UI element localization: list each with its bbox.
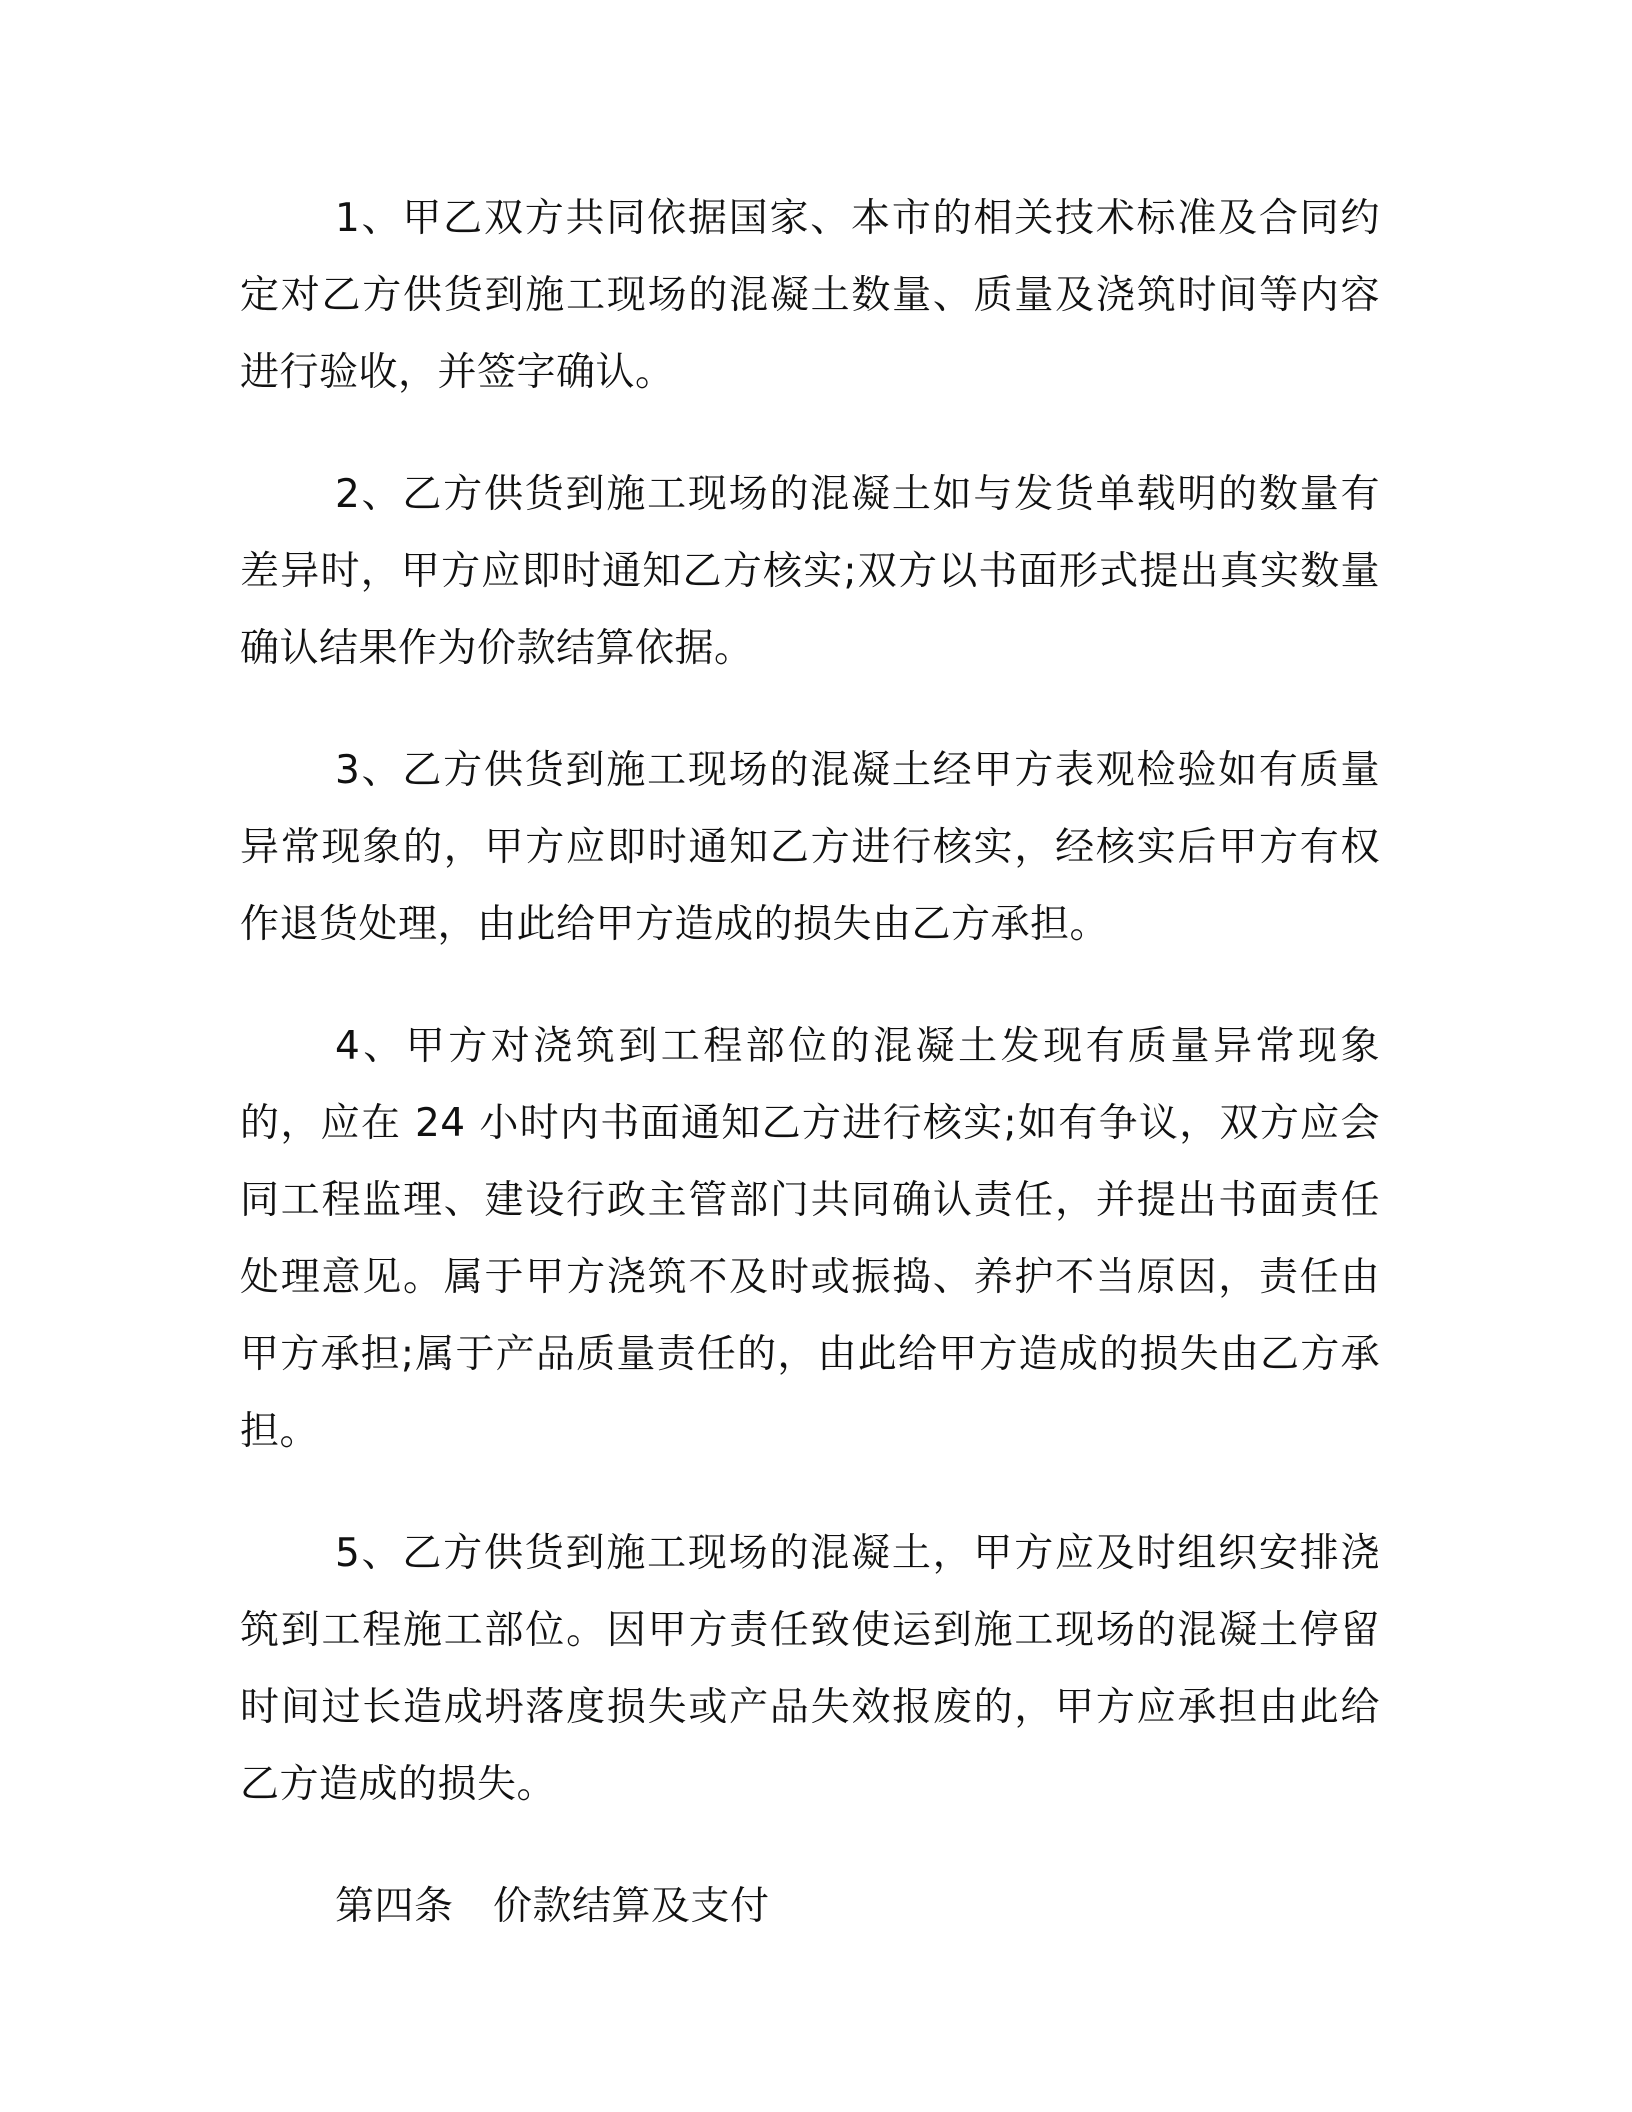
clause-5-paragraph: 5、乙方供货到施工现场的混凝土，甲方应及时组织安排浇筑到工程施工部位。因甲方责任致使运到施工现场的混凝土停留时间过长造成坍落度损失或产品失效报废的，甲方应承担由此给乙方造成的损失。 — [240, 1531, 1380, 1807]
clause-1-paragraph: 1、甲乙双方共同依据国家、本市的相关技术标准及合同约定对乙方供货到施工现场的混凝土数量、质量及浇筑时间等内容进行验收，并签字确认。 — [240, 196, 1380, 395]
clause-4-paragraph: 4、甲方对浇筑到工程部位的混凝土发现有质量异常现象的，应在 24 小时内书面通知乙方进行核实;如有争议，双方应会同工程监理、建设行政主管部门共同确认责任，并提出书面责任处理意见。属于甲方浇筑不及时或振捣、养护不当原因，责任由甲方承担;属于产品质量责任的，由此给甲方造成的损失由乙方承担。 — [240, 1024, 1380, 1454]
clause-2-paragraph: 2、乙方供货到施工现场的混凝土如与发货单载明的数量有差异时，甲方应即时通知乙方核实;双方以书面形式提出真实数量确认结果作为价款结算依据。 — [240, 472, 1380, 671]
section-heading: 第四条 价款结算及支付 — [335, 1884, 770, 1929]
clause-3-paragraph: 3、乙方供货到施工现场的混凝土经甲方表观检验如有质量异常现象的，甲方应即时通知乙方进行核实，经核实后甲方有权作退货处理，由此给甲方造成的损失由乙方承担。 — [240, 748, 1380, 947]
document-body — [240, 180, 1380, 1945]
